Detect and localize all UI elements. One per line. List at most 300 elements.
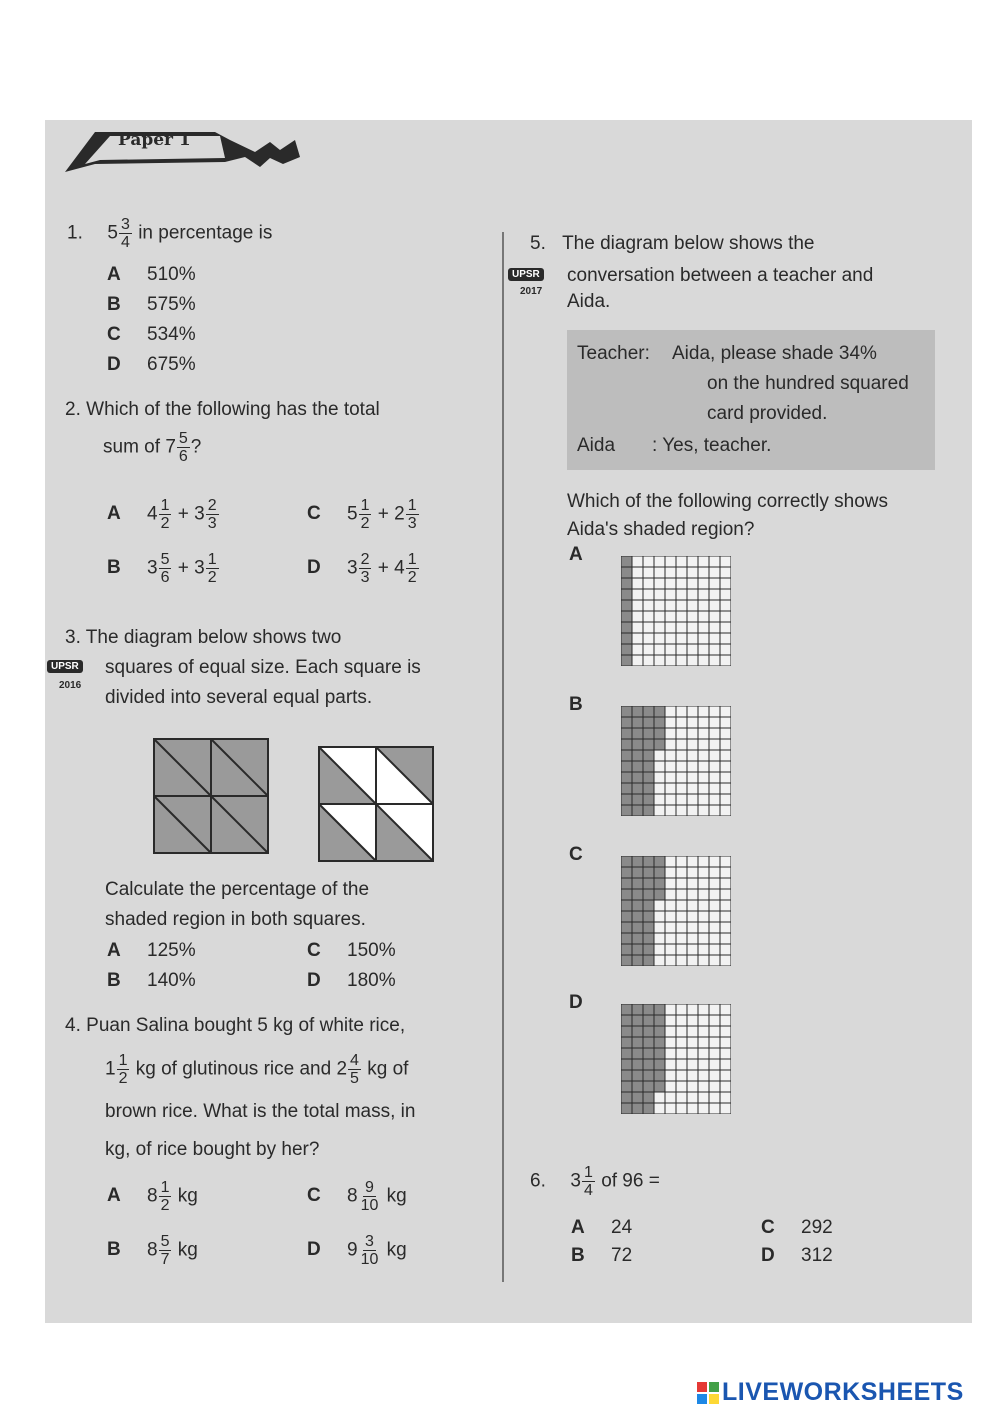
grid-cell xyxy=(698,761,709,772)
conversation-box xyxy=(567,330,935,470)
teacher-label: Teacher: xyxy=(577,343,650,364)
grid-cell xyxy=(709,556,720,567)
grid-cell xyxy=(720,1103,731,1114)
fraction: $\frac{5}{6}$ xyxy=(178,430,188,465)
grid-cell-shaded xyxy=(643,944,654,955)
grid-cell-shaded xyxy=(643,911,654,922)
question-prompt-line2: Aida's shaded region? xyxy=(567,519,755,540)
grid-cell-shaded xyxy=(632,911,643,922)
upsr-badge: UPSR xyxy=(508,264,544,282)
grid-cell xyxy=(709,772,720,783)
grid-cell-shaded xyxy=(654,1048,665,1059)
grid-cell xyxy=(698,1059,709,1070)
grid-cell-shaded xyxy=(621,706,632,717)
grid-cell-shaded xyxy=(621,578,632,589)
grid-cell xyxy=(676,706,687,717)
grid-cell xyxy=(698,1037,709,1048)
grid-cell-shaded xyxy=(621,556,632,567)
grid-cell xyxy=(687,1037,698,1048)
grid-cell xyxy=(720,933,731,944)
grid-cell xyxy=(709,706,720,717)
grid-cell xyxy=(676,556,687,567)
grid-cell xyxy=(687,578,698,589)
grid-cell xyxy=(665,1048,676,1059)
grid-cell xyxy=(687,889,698,900)
grid-cell xyxy=(698,556,709,567)
grid-cell xyxy=(687,633,698,644)
grid-cell-shaded xyxy=(632,761,643,772)
grid-cell xyxy=(698,911,709,922)
grid-cell xyxy=(676,1059,687,1070)
grid-cell xyxy=(665,783,676,794)
grid-cell xyxy=(687,933,698,944)
hundred-grid-d[interactable] xyxy=(621,1004,731,1114)
grid-cell-shaded xyxy=(632,1092,643,1103)
grid-cell-shaded xyxy=(643,805,654,816)
grid-cell xyxy=(687,955,698,966)
q4-options xyxy=(107,1170,487,1278)
grid-cell xyxy=(720,878,731,889)
grid-cell xyxy=(687,856,698,867)
question-number: 3. xyxy=(65,627,81,648)
grid-cell xyxy=(709,878,720,889)
option-a[interactable]: A 125% xyxy=(107,940,196,961)
option-b[interactable]: B 8 $\frac{5}{7}$ kg xyxy=(107,1232,198,1268)
q6-options xyxy=(571,1214,951,1270)
option-b-label: B xyxy=(569,694,583,715)
grid-cell xyxy=(654,622,665,633)
grid-cell xyxy=(676,644,687,655)
grid-cell-shaded xyxy=(621,1048,632,1059)
grid-cell xyxy=(643,622,654,633)
grid-cell xyxy=(698,644,709,655)
grid-cell-shaded xyxy=(621,878,632,889)
grid-cell xyxy=(720,1081,731,1092)
grid-cell xyxy=(709,1004,720,1015)
grid-cell xyxy=(709,750,720,761)
grid-cell xyxy=(676,728,687,739)
hundred-grid-c[interactable] xyxy=(621,856,731,966)
grid-cell xyxy=(709,739,720,750)
grid-cell xyxy=(676,1081,687,1092)
grid-cell xyxy=(720,728,731,739)
hundred-grid-a[interactable] xyxy=(621,556,731,666)
grid-cell xyxy=(709,622,720,633)
grid-cell-shaded xyxy=(643,1026,654,1037)
grid-cell xyxy=(643,567,654,578)
question-number: 6. xyxy=(530,1170,546,1192)
grid-cell xyxy=(698,900,709,911)
grid-cell-shaded xyxy=(621,911,632,922)
grid-cell xyxy=(665,944,676,955)
grid-cell-shaded xyxy=(654,1026,665,1037)
grid-cell xyxy=(720,611,731,622)
grid-cell-shaded xyxy=(654,1081,665,1092)
grid-cell xyxy=(720,589,731,600)
grid-cell xyxy=(665,633,676,644)
grid-cell xyxy=(665,1092,676,1103)
grid-cell-shaded xyxy=(632,717,643,728)
grid-cell xyxy=(665,772,676,783)
grid-cell xyxy=(720,856,731,867)
grid-cell xyxy=(720,622,731,633)
grid-cell xyxy=(643,655,654,666)
option-d[interactable]: D 675% xyxy=(107,354,196,375)
question-1 xyxy=(67,216,272,251)
grid-cell xyxy=(676,1103,687,1114)
grid-cell-shaded xyxy=(621,783,632,794)
grid-cell xyxy=(709,1015,720,1026)
grid-cell xyxy=(665,1070,676,1081)
grid-cell xyxy=(665,622,676,633)
option-a[interactable]: A 24 xyxy=(571,1217,633,1238)
option-d[interactable]: D 180% xyxy=(307,970,396,991)
grid-cell xyxy=(720,772,731,783)
grid-cell-shaded xyxy=(621,761,632,772)
grid-cell xyxy=(720,1037,731,1048)
grid-cell xyxy=(665,589,676,600)
grid-cell xyxy=(676,889,687,900)
grid-cell-shaded xyxy=(632,955,643,966)
grid-cell-shaded xyxy=(621,1103,632,1114)
grid-cell xyxy=(632,589,643,600)
grid-cell xyxy=(698,944,709,955)
grid-cell xyxy=(709,922,720,933)
grid-cell xyxy=(698,750,709,761)
option-b[interactable]: B 72 xyxy=(571,1245,633,1266)
grid-cell xyxy=(676,622,687,633)
grid-cell xyxy=(654,900,665,911)
grid-cell xyxy=(654,761,665,772)
q3-options xyxy=(107,936,396,996)
grid-cell-shaded xyxy=(632,1103,643,1114)
option-d[interactable]: D 312 xyxy=(761,1245,833,1266)
grid-cell xyxy=(676,739,687,750)
grid-cell xyxy=(687,1092,698,1103)
grid-cell xyxy=(720,761,731,772)
grid-cell xyxy=(665,794,676,805)
grid-cell xyxy=(687,1015,698,1026)
option-a[interactable]: A 510% xyxy=(107,264,196,285)
grid-cell xyxy=(676,567,687,578)
grid-cell xyxy=(687,867,698,878)
grid-cell-shaded xyxy=(643,1103,654,1114)
grid-cell xyxy=(632,644,643,655)
grid-cell xyxy=(687,706,698,717)
page-title: Paper 1 xyxy=(118,130,191,150)
question-text: Which of the following has the total xyxy=(86,399,380,420)
grid-cell xyxy=(687,772,698,783)
grid-cell xyxy=(665,644,676,655)
grid-cell-shaded xyxy=(632,933,643,944)
question-3 xyxy=(65,624,341,652)
grid-cell xyxy=(654,944,665,955)
grid-cell-shaded xyxy=(621,933,632,944)
option-c[interactable]: C 150% xyxy=(307,940,396,961)
grid-cell-shaded xyxy=(621,717,632,728)
grid-cell xyxy=(698,878,709,889)
grid-cell xyxy=(654,633,665,644)
grid-cell xyxy=(687,1103,698,1114)
grid-cell-shaded xyxy=(621,750,632,761)
teacher-speech-line3: card provided. xyxy=(707,403,828,424)
grid-cell xyxy=(720,633,731,644)
grid-cell xyxy=(687,655,698,666)
grid-cell-shaded xyxy=(654,1015,665,1026)
question-text-line2: squares of equal size. Each square is xyxy=(105,657,421,678)
question-number: 5. xyxy=(530,233,546,254)
question-text-line2: conversation between a teacher and xyxy=(567,265,874,286)
grid-cell-shaded xyxy=(621,1070,632,1081)
grid-cell-shaded xyxy=(632,867,643,878)
grid-cell xyxy=(665,1081,676,1092)
grid-cell xyxy=(698,1070,709,1081)
grid-cell xyxy=(632,633,643,644)
grid-cell xyxy=(698,955,709,966)
hundred-grid-b[interactable] xyxy=(621,706,731,816)
grid-cell xyxy=(632,655,643,666)
option-d[interactable]: D 9 $\frac{3}{10}$ kg xyxy=(307,1232,407,1268)
grid-cell xyxy=(709,611,720,622)
grid-cell xyxy=(720,922,731,933)
grid-cell xyxy=(709,1070,720,1081)
option-d-label: D xyxy=(569,992,583,1013)
grid-cell xyxy=(687,717,698,728)
grid-cell xyxy=(720,1048,731,1059)
grid-cell xyxy=(676,600,687,611)
upsr-year: 2017 xyxy=(520,286,543,297)
grid-cell-shaded xyxy=(643,878,654,889)
grid-cell xyxy=(665,1037,676,1048)
grid-cell-shaded xyxy=(643,1081,654,1092)
grid-cell-shaded xyxy=(643,867,654,878)
grid-cell xyxy=(720,750,731,761)
grid-cell xyxy=(676,955,687,966)
grid-cell-shaded xyxy=(621,944,632,955)
grid-cell xyxy=(676,856,687,867)
square-diagram-right xyxy=(318,746,434,862)
grid-cell xyxy=(665,1004,676,1015)
grid-cell xyxy=(687,622,698,633)
grid-cell-shaded xyxy=(621,589,632,600)
grid-cell xyxy=(676,794,687,805)
grid-cell xyxy=(709,589,720,600)
grid-cell-shaded xyxy=(643,739,654,750)
grid-cell xyxy=(698,655,709,666)
grid-cell xyxy=(676,633,687,644)
grid-cell-shaded xyxy=(643,761,654,772)
grid-cell xyxy=(676,1026,687,1037)
grid-cell xyxy=(698,600,709,611)
grid-cell xyxy=(709,900,720,911)
grid-cell-shaded xyxy=(621,655,632,666)
grid-cell xyxy=(665,878,676,889)
calc-text-line2: shaded region in both squares. xyxy=(105,909,366,930)
grid-cell xyxy=(687,644,698,655)
grid-cell xyxy=(687,783,698,794)
grid-cell xyxy=(643,578,654,589)
q2-options xyxy=(107,488,487,596)
grid-cell-shaded xyxy=(621,633,632,644)
column-divider xyxy=(502,232,504,1282)
grid-cell xyxy=(643,611,654,622)
grid-cell-shaded xyxy=(632,944,643,955)
grid-cell xyxy=(665,1015,676,1026)
grid-cell xyxy=(720,900,731,911)
grid-cell xyxy=(709,1092,720,1103)
grid-cell xyxy=(709,1103,720,1114)
question-text-line4: kg, of rice bought by her? xyxy=(105,1139,320,1160)
grid-cell-shaded xyxy=(632,1004,643,1015)
question-text-line3: divided into several equal parts. xyxy=(105,687,373,708)
grid-cell xyxy=(676,611,687,622)
grid-cell-shaded xyxy=(632,1070,643,1081)
grid-cell xyxy=(709,600,720,611)
grid-cell-shaded xyxy=(621,1037,632,1048)
grid-cell xyxy=(709,783,720,794)
grid-cell-shaded xyxy=(621,728,632,739)
grid-cell-shaded xyxy=(654,889,665,900)
grid-cell xyxy=(720,1004,731,1015)
grid-cell-shaded xyxy=(621,955,632,966)
grid-cell xyxy=(676,761,687,772)
grid-cell xyxy=(676,1048,687,1059)
grid-cell xyxy=(654,567,665,578)
grid-cell xyxy=(643,644,654,655)
question-6: 6. 3 $\frac{1}{4}$ of 96 = xyxy=(530,1164,660,1199)
grid-cell xyxy=(687,944,698,955)
liveworksheets-logo xyxy=(697,1378,964,1407)
fraction: $\frac{3}{4}$ xyxy=(121,216,130,251)
grid-cell-shaded xyxy=(643,717,654,728)
grid-cell xyxy=(654,1092,665,1103)
grid-cell-shaded xyxy=(621,794,632,805)
grid-cell xyxy=(632,556,643,567)
grid-cell xyxy=(720,944,731,955)
grid-cell xyxy=(676,922,687,933)
grid-cell-shaded xyxy=(621,1059,632,1070)
grid-cell xyxy=(709,633,720,644)
aida-speech: : Yes, teacher. xyxy=(652,435,772,456)
grid-cell xyxy=(687,1026,698,1037)
grid-cell-shaded xyxy=(654,728,665,739)
grid-cell xyxy=(687,805,698,816)
teacher-speech-line1: Aida, please shade 34% xyxy=(672,343,877,364)
grid-cell-shaded xyxy=(621,1026,632,1037)
worksheet-page xyxy=(45,120,972,1323)
grid-cell xyxy=(687,911,698,922)
grid-cell xyxy=(709,856,720,867)
question-2-line2: sum of 7 $\frac{5}{6}$ ? xyxy=(103,430,202,465)
option-c[interactable]: C 8 $\frac{9}{10}$ kg xyxy=(307,1178,407,1214)
grid-cell xyxy=(698,633,709,644)
question-text-line3: Aida. xyxy=(567,291,611,312)
grid-cell xyxy=(676,750,687,761)
option-b[interactable]: B 3 $\frac{5}{6}$ + 3 $\frac{1}{2}$ xyxy=(107,550,217,586)
grid-cell xyxy=(720,655,731,666)
grid-cell xyxy=(698,805,709,816)
grid-cell xyxy=(654,655,665,666)
grid-cell xyxy=(687,1004,698,1015)
question-text: The diagram below shows two xyxy=(85,627,342,648)
option-c[interactable]: C 5 $\frac{1}{2}$ + 2 $\frac{1}{3}$ xyxy=(307,496,417,532)
question-5 xyxy=(530,230,815,258)
grid-cell xyxy=(687,1081,698,1092)
question-prompt-line1: Which of the following correctly shows xyxy=(567,491,889,512)
grid-cell xyxy=(665,911,676,922)
grid-cell xyxy=(720,1092,731,1103)
option-c-label: C xyxy=(569,844,583,865)
grid-cell xyxy=(720,1015,731,1026)
grid-cell xyxy=(720,717,731,728)
grid-cell xyxy=(632,622,643,633)
grid-cell xyxy=(676,805,687,816)
grid-cell-shaded xyxy=(643,900,654,911)
grid-cell xyxy=(643,589,654,600)
grid-cell xyxy=(654,772,665,783)
grid-cell xyxy=(676,867,687,878)
grid-cell xyxy=(720,867,731,878)
grid-cell xyxy=(654,578,665,589)
option-a[interactable]: A 4 $\frac{1}{2}$ + 3 $\frac{2}{3}$ xyxy=(107,496,217,532)
grid-cell xyxy=(720,911,731,922)
option-b[interactable]: B 140% xyxy=(107,970,196,991)
brand-name: LIVEWORKSHEETS xyxy=(722,1378,964,1406)
grid-cell xyxy=(698,1103,709,1114)
grid-cell xyxy=(665,900,676,911)
grid-cell xyxy=(665,578,676,589)
grid-cell xyxy=(665,600,676,611)
option-d[interactable]: D 3 $\frac{2}{3}$ + 4 $\frac{1}{2}$ xyxy=(307,550,417,586)
option-c[interactable]: C 292 xyxy=(761,1217,833,1238)
grid-cell xyxy=(654,922,665,933)
grid-cell xyxy=(698,611,709,622)
grid-cell xyxy=(665,739,676,750)
option-c[interactable]: C 534% xyxy=(107,324,196,345)
grid-cell xyxy=(698,706,709,717)
grid-cell xyxy=(654,556,665,567)
grid-cell xyxy=(643,633,654,644)
grid-cell xyxy=(676,589,687,600)
grid-cell-shaded xyxy=(643,1059,654,1070)
question-2 xyxy=(65,396,380,424)
grid-cell-shaded xyxy=(643,1004,654,1015)
option-a[interactable]: A 8 $\frac{1}{2}$ kg xyxy=(107,1178,198,1214)
grid-cell xyxy=(654,600,665,611)
option-b[interactable]: B 575% xyxy=(107,294,196,315)
grid-cell-shaded xyxy=(632,1015,643,1026)
grid-cell xyxy=(665,728,676,739)
grid-cell-shaded xyxy=(643,1070,654,1081)
question-number: 4. xyxy=(65,1015,81,1036)
grid-cell xyxy=(654,611,665,622)
grid-cell xyxy=(687,589,698,600)
grid-cell xyxy=(654,911,665,922)
grid-cell-shaded xyxy=(632,805,643,816)
grid-cell xyxy=(665,717,676,728)
grid-cell xyxy=(665,805,676,816)
grid-cell xyxy=(654,1103,665,1114)
grid-cell xyxy=(709,728,720,739)
grid-cell xyxy=(632,600,643,611)
question-text: The diagram below shows the xyxy=(562,233,815,254)
aida-label: Aida xyxy=(577,435,616,456)
grid-cell-shaded xyxy=(643,772,654,783)
grid-cell xyxy=(665,611,676,622)
grid-cell xyxy=(698,567,709,578)
grid-cell xyxy=(698,783,709,794)
grid-cell xyxy=(665,1026,676,1037)
